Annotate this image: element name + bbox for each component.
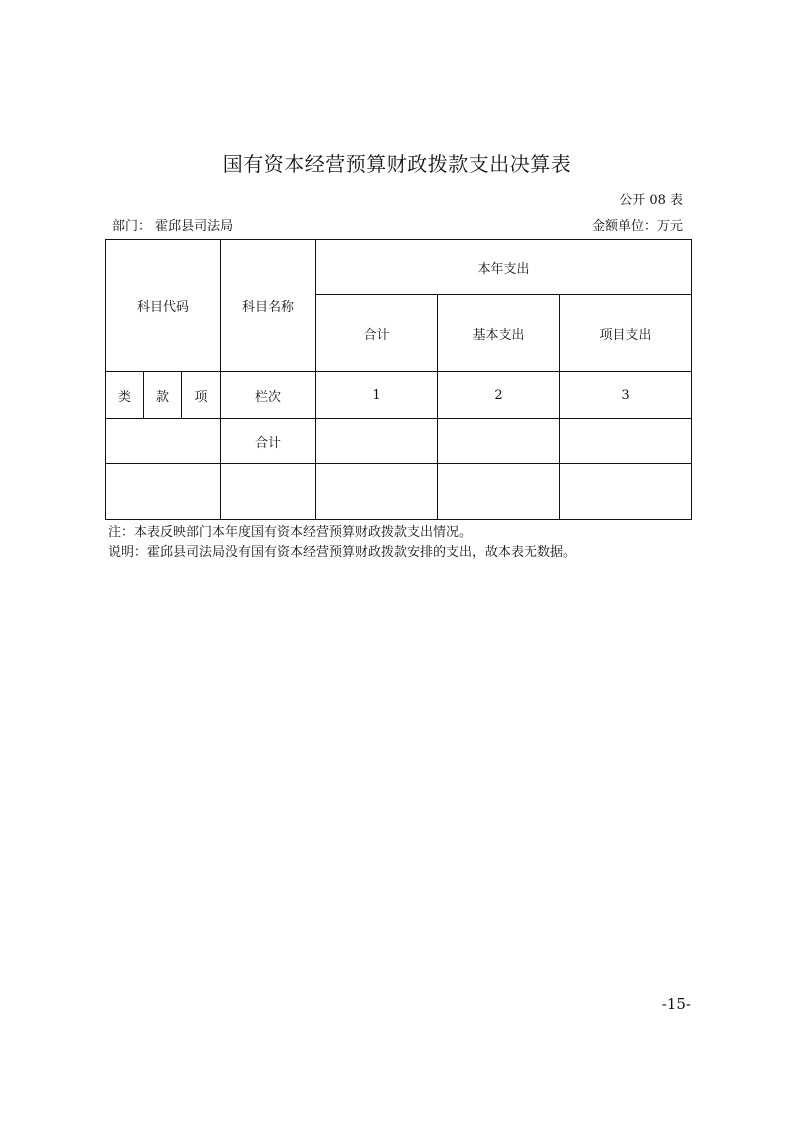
column-number-3: 3 xyxy=(560,372,692,419)
category-kuan-header: 款 xyxy=(144,372,182,419)
page-title: 国有资本经营预算财政拨款支出决算表 xyxy=(222,152,572,176)
empty-row-project-cell xyxy=(560,464,692,520)
current-year-expense-header: 本年支出 xyxy=(316,240,692,295)
amount-unit-label: 金额单位：万元 xyxy=(591,219,683,234)
column-number-1: 1 xyxy=(316,372,438,419)
total-row-code-cell xyxy=(106,419,221,464)
total-row-basic-cell xyxy=(438,419,560,464)
category-xiang-header: 项 xyxy=(182,372,221,419)
empty-row-name-cell xyxy=(221,464,316,520)
empty-row-basic-cell xyxy=(438,464,560,520)
total-row-label: 合计 xyxy=(221,419,316,464)
subject-code-header: 科目代码 xyxy=(106,240,221,372)
subject-name-header: 科目名称 xyxy=(221,240,316,372)
column-number-2: 2 xyxy=(438,372,560,419)
total-row-total-cell xyxy=(316,419,438,464)
empty-row-total-cell xyxy=(316,464,438,520)
total-header: 合计 xyxy=(316,295,438,372)
total-row-project-cell xyxy=(560,419,692,464)
expense-table xyxy=(105,239,692,520)
department-label: 部门： 霍邱县司法局 xyxy=(112,219,234,234)
basic-expense-header: 基本支出 xyxy=(438,295,560,372)
table-number: 公开 08 表 xyxy=(619,193,683,208)
category-lei-header: 类 xyxy=(106,372,144,419)
explanation-text: 说明：霍邱县司法局没有国有资本经营预算财政拨款安排的支出，故本表无数据。 xyxy=(108,545,577,560)
column-order-label: 栏次 xyxy=(221,372,316,419)
page-number: -15- xyxy=(661,995,691,1013)
note-text: 注：本表反映部门本年度国有资本经营预算财政拨款支出情况。 xyxy=(108,525,473,540)
notes-section xyxy=(108,523,576,563)
project-expense-header: 项目支出 xyxy=(560,295,692,372)
empty-row-code-cell xyxy=(106,464,221,520)
